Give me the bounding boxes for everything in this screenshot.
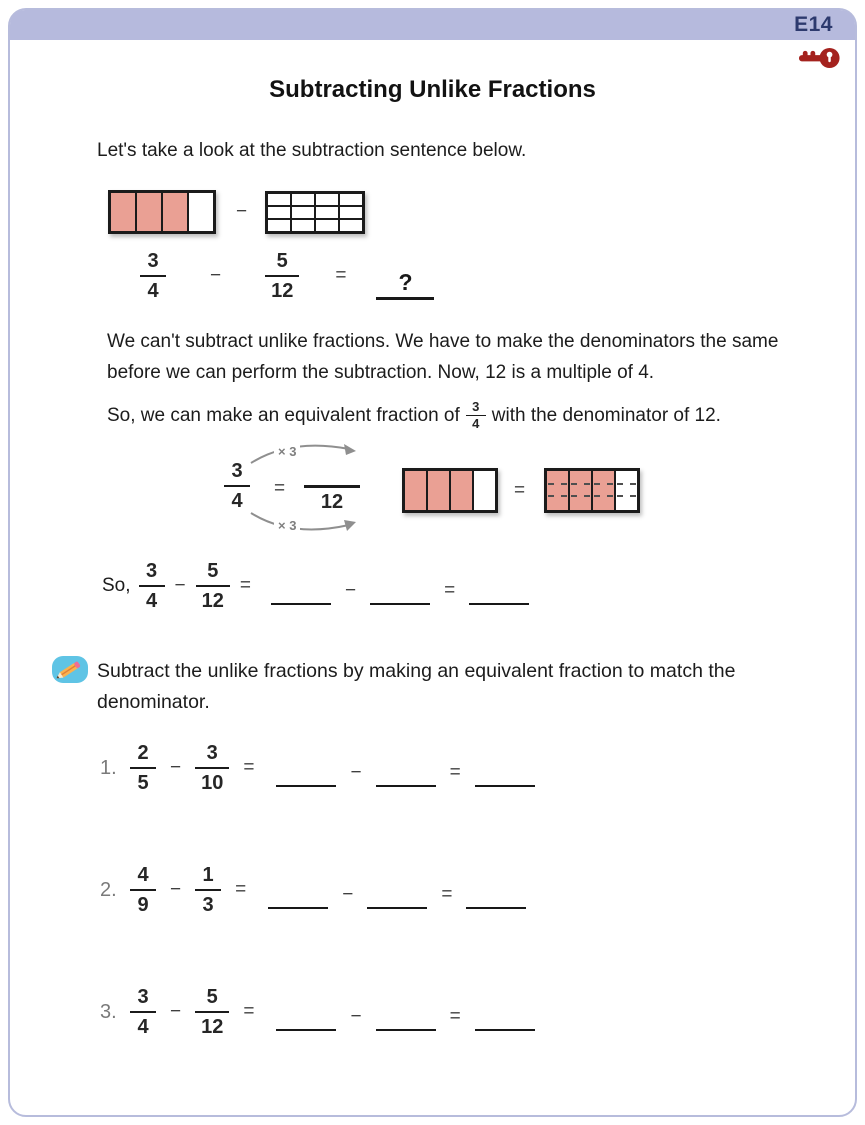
- fraction-numerator: 3: [145, 560, 158, 582]
- fraction-numerator: 1: [202, 864, 214, 886]
- fraction-denominator: 12: [201, 1016, 224, 1038]
- answer-blank[interactable]: [276, 785, 336, 787]
- minus-sign: −: [342, 884, 354, 905]
- fraction-numerator: 3: [472, 399, 480, 414]
- problem-row-3: [100, 986, 539, 1038]
- minus-sign: −: [174, 575, 186, 596]
- sentence-after: with the denominator of 12.: [491, 404, 721, 426]
- intro-text: Let's take a look at the subtraction sentence below.: [97, 140, 527, 161]
- times-three-label: × 3: [274, 444, 300, 459]
- fraction: [130, 864, 156, 916]
- answer-blank[interactable]: [475, 1029, 535, 1031]
- empty-cell: [339, 219, 363, 232]
- minus-sign: −: [210, 265, 222, 286]
- answer-blank[interactable]: [268, 907, 328, 909]
- empty-cell: [339, 193, 363, 206]
- pencil-task-icon: [52, 656, 88, 683]
- fraction-numerator: 5: [276, 250, 288, 272]
- answer-blank[interactable]: [469, 603, 529, 605]
- times-three-label: × 3: [274, 518, 300, 533]
- minus-sign: −: [350, 762, 362, 783]
- equals-sign: =: [444, 580, 456, 601]
- equals-sign: =: [235, 879, 247, 900]
- fraction: [195, 742, 229, 794]
- equals-sign: =: [239, 575, 251, 596]
- shaded-cell: [428, 471, 451, 510]
- header-strip: [10, 10, 855, 40]
- shaded-cell: [570, 471, 593, 510]
- shaded-cell: [405, 471, 428, 510]
- fraction: [140, 250, 166, 302]
- problem-number: 3.: [100, 1000, 117, 1023]
- fraction-denominator: 3: [202, 894, 214, 916]
- three-fourths-bar-model: [108, 190, 216, 234]
- five-twelfths-grid-model: [265, 191, 365, 234]
- empty-cell: [474, 471, 495, 510]
- answer-blank[interactable]: [271, 603, 331, 605]
- fraction-numerator: 4: [137, 864, 149, 886]
- answer-blank[interactable]: [475, 785, 535, 787]
- empty-cell: [315, 219, 339, 232]
- minus-sign: −: [170, 757, 182, 778]
- answer-blank[interactable]: [376, 1029, 436, 1031]
- so-label: So,: [102, 575, 131, 596]
- fraction: [224, 460, 250, 512]
- key-icon-graphic: [799, 46, 841, 70]
- shaded-cell: [267, 206, 291, 219]
- fraction-denominator: 10: [201, 772, 224, 794]
- problem-row-2: [100, 864, 530, 916]
- answer-blank[interactable]: [370, 603, 430, 605]
- answer-blank[interactable]: [367, 907, 427, 909]
- inline-fraction: [466, 400, 486, 432]
- equals-sign: =: [449, 1006, 461, 1027]
- fraction-numerator: 2: [137, 742, 149, 764]
- equivalent-fraction-diagram: [212, 444, 682, 540]
- three-fourths-bar-model: [402, 468, 498, 513]
- equals-sign: =: [441, 884, 453, 905]
- shaded-cell: [163, 193, 189, 231]
- problem-row-1: [100, 742, 539, 794]
- minus-sign: −: [170, 879, 182, 900]
- fraction: [130, 986, 156, 1038]
- page-title: Subtracting Unlike Fractions: [269, 76, 596, 103]
- shaded-cell: [451, 471, 474, 510]
- instruction-text: Subtract the unlike fractions by making an equivalent fraction to match the denominator.: [97, 660, 736, 713]
- fraction-denominator: 12: [320, 491, 344, 513]
- empty-cell: [339, 206, 363, 219]
- equals-sign: =: [449, 762, 461, 783]
- equals-sign: =: [274, 478, 286, 499]
- worksheet-card: [8, 8, 857, 1117]
- minus-sign: −: [170, 1001, 182, 1022]
- fraction: [139, 560, 165, 612]
- fraction: [195, 986, 229, 1038]
- empty-cell: [189, 193, 213, 231]
- fraction-denominator: 12: [201, 590, 224, 612]
- so-equation-row: [102, 560, 533, 612]
- fraction-numerator: 3: [137, 986, 149, 1008]
- fraction-denominator: 4: [147, 280, 159, 302]
- minus-sign: −: [236, 201, 248, 222]
- fraction-with-blank-numerator[interactable]: [304, 460, 360, 513]
- shaded-cell: [111, 193, 137, 231]
- fraction-numerator: [304, 460, 360, 485]
- fraction-denominator: 4: [145, 590, 158, 612]
- shaded-cell: [137, 193, 163, 231]
- fraction-denominator: 9: [137, 894, 149, 916]
- shaded-cell: [291, 193, 315, 206]
- equals-sign: =: [514, 480, 526, 501]
- answer-blank[interactable]: [376, 785, 436, 787]
- fraction-denominator: 12: [271, 280, 294, 302]
- shaded-cell: [593, 471, 616, 510]
- problem-number: 2.: [100, 878, 117, 901]
- explanation-sentence: [107, 400, 721, 432]
- fraction-denominator: 5: [137, 772, 149, 794]
- shaded-cell: [267, 193, 291, 206]
- example-equation: [140, 250, 434, 302]
- sentence-before: So, we can make an equivalent fraction of: [107, 404, 460, 426]
- fraction-numerator: 3: [206, 742, 218, 764]
- minus-sign: −: [345, 580, 357, 601]
- fraction-numerator: 5: [206, 986, 218, 1008]
- fraction-denominator: 4: [231, 490, 243, 512]
- answer-key-icon[interactable]: [799, 46, 841, 70]
- pencil-icon: [52, 656, 88, 683]
- empty-cell: [315, 193, 339, 206]
- fraction-numerator: 3: [147, 250, 159, 272]
- twelfths-dashed-bar-model: [544, 468, 640, 513]
- fraction: [265, 250, 299, 302]
- example-bar-models: [108, 190, 365, 234]
- empty-cell: [616, 471, 637, 510]
- fraction: [130, 742, 156, 794]
- shaded-cell: [267, 219, 291, 232]
- fraction: [195, 864, 221, 916]
- empty-cell: [315, 206, 339, 219]
- equals-sign: =: [335, 265, 347, 286]
- fraction-denominator: 4: [137, 1016, 149, 1038]
- equals-sign: =: [243, 757, 255, 778]
- minus-sign: −: [350, 1006, 362, 1027]
- fraction-denominator: 4: [472, 416, 480, 432]
- explanation-paragraph: We can't subtract unlike fractions. We have to make the denominators the same before we can perform the subtraction. Now, 12 is a multiple of 4.: [107, 331, 779, 383]
- empty-cell: [291, 219, 315, 232]
- equals-sign: =: [243, 1001, 255, 1022]
- problem-number: 1.: [100, 756, 117, 779]
- answer-blank[interactable]: [276, 1029, 336, 1031]
- fraction: [196, 560, 230, 612]
- fraction-numerator: 5: [207, 560, 219, 582]
- answer-blank[interactable]: [466, 907, 526, 909]
- shaded-cell: [291, 206, 315, 219]
- fraction-numerator: 3: [231, 460, 243, 482]
- page-code: E14: [794, 13, 833, 36]
- shaded-cell: [547, 471, 570, 510]
- answer-blank[interactable]: ?: [376, 269, 434, 300]
